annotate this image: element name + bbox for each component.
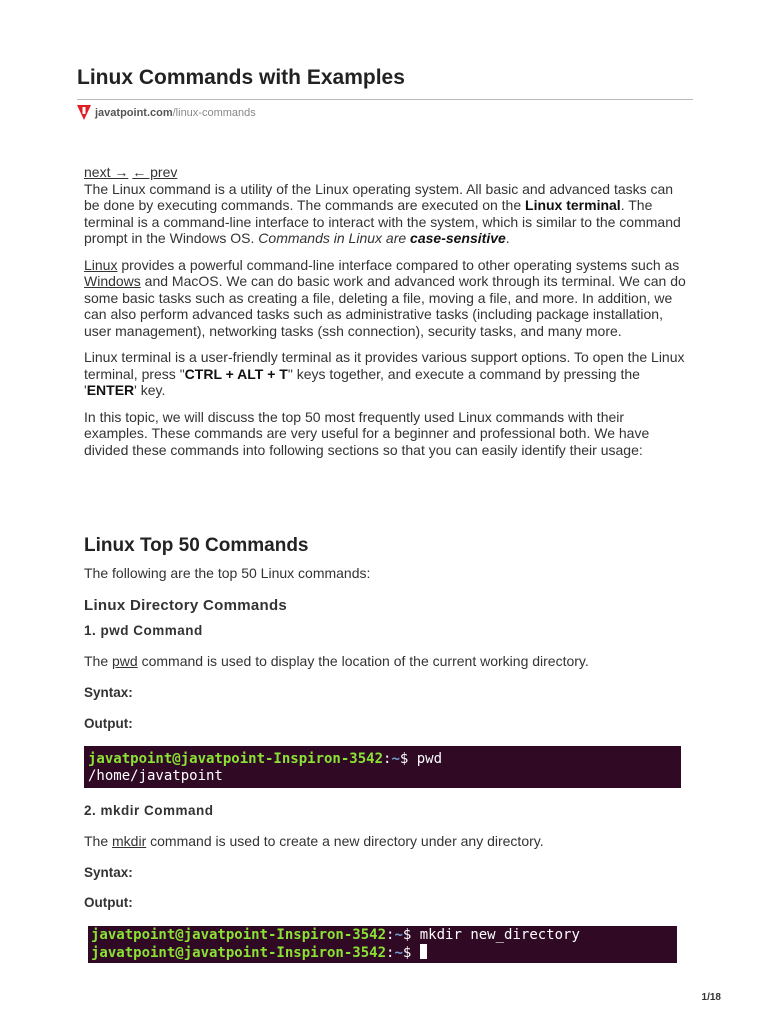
page-number: 1/18 bbox=[701, 992, 721, 1003]
pwd-description: The pwd command is used to display the location of the current working directory. bbox=[84, 653, 589, 669]
mkdir-description: The mkdir command is used to create a new directory under any directory. bbox=[84, 833, 544, 849]
mkdir-syntax-label: Syntax: bbox=[84, 865, 133, 880]
intro-paragraph-4: In this topic, we will discuss the top 50 most frequently used Linux commands with their examples. These commands are very useful for a beginner and professional both. We have divided these commands into following sections so that you can easily identify their usage: bbox=[84, 408, 650, 458]
pwd-link[interactable]: pwd bbox=[112, 653, 138, 669]
linux-link[interactable]: Linux bbox=[84, 256, 118, 273]
title-divider bbox=[77, 99, 693, 100]
mkdir-link[interactable]: mkdir bbox=[112, 833, 147, 849]
pwd-output-label: Output: bbox=[84, 716, 133, 731]
article-body bbox=[84, 164, 686, 468]
page-title: Linux Commands with Examples bbox=[77, 66, 405, 89]
source-path: /linux-commands bbox=[172, 106, 256, 119]
terminal-cursor bbox=[420, 944, 427, 959]
section-intro: The following are the top 50 Linux commands: bbox=[84, 565, 371, 581]
source-url[interactable] bbox=[77, 105, 256, 120]
pwd-syntax-label: Syntax: bbox=[84, 685, 133, 700]
next-link[interactable]: next → bbox=[84, 164, 129, 180]
intro-paragraph-2: Linux provides a powerful command-line interface compared to other operating systems such as Windows and MacOS. We can do basic work and advanced work through its terminal. We can do some basic tasks such as creating a file, deleting a file, moving a file, and more. In addition, we can also perform advanced tasks such as administrative tasks (including package installation, user management), networking tasks (ssh connection), security tasks, and many more. bbox=[84, 256, 686, 339]
subsection-heading: Linux Directory Commands bbox=[84, 597, 288, 614]
section-heading: Linux Top 50 Commands bbox=[84, 535, 309, 556]
windows-link[interactable]: Windows bbox=[84, 273, 141, 289]
mkdir-output-label: Output: bbox=[84, 895, 133, 910]
pwd-terminal: javatpoint@javatpoint-Inspiron-3542:~$ pwd /home/javatpoint bbox=[84, 746, 681, 788]
mkdir-terminal: javatpoint@javatpoint-Inspiron-3542:~$ mkdir new_directory javatpoint@javatpoint-Inspiron-3542:~$ bbox=[88, 926, 677, 963]
javatpoint-logo-icon bbox=[77, 105, 91, 120]
prev-link[interactable]: ← prev bbox=[132, 164, 178, 180]
pagination-nav bbox=[84, 164, 686, 181]
source-domain: javatpoint.com bbox=[95, 106, 173, 119]
pwd-heading: 1. pwd Command bbox=[84, 623, 203, 638]
intro-paragraph-3: Linux terminal is a user-friendly terminal as it provides various support options. To open the Linux terminal, press "CTRL + ALT + T" keys together, and execute a command by pressing the 'ENTER' key. bbox=[84, 349, 685, 398]
intro-paragraph-1: The Linux command is a utility of the Linux operating system. All basic and advanced tasks can be done by executing commands. The commands are executed on the Linux terminal. The terminal is a command-line interface to interact with the system, which is similar to the command prompt in the Windows OS. Commands in Linux are case-sensitive. bbox=[84, 180, 681, 246]
mkdir-heading: 2. mkdir Command bbox=[84, 803, 214, 818]
